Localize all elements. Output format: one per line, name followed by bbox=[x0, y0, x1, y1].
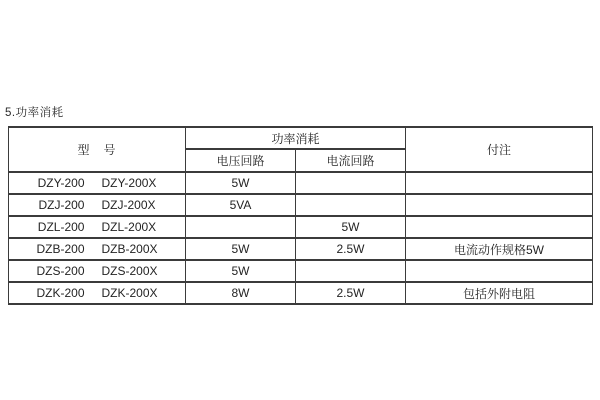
model-name: DZY-200 bbox=[37, 176, 85, 190]
model-name: DZK-200 bbox=[36, 286, 85, 300]
voltage-circuit-value: 5W bbox=[186, 172, 296, 194]
voltage-circuit-value bbox=[186, 216, 296, 238]
model-name-variant: DZJ-200X bbox=[101, 198, 156, 212]
model-name: DZJ-200 bbox=[38, 198, 85, 212]
table-row bbox=[9, 260, 593, 282]
voltage-circuit-value: 5VA bbox=[186, 194, 296, 216]
table-row bbox=[9, 282, 593, 304]
current-circuit-value bbox=[296, 260, 406, 282]
table-row bbox=[9, 194, 593, 216]
model-cell bbox=[9, 216, 186, 238]
voltage-circuit-value: 8W bbox=[186, 282, 296, 304]
table-row bbox=[9, 238, 593, 260]
current-circuit-value bbox=[296, 172, 406, 194]
current-circuit-value: 2.5W bbox=[296, 238, 406, 260]
model-name: DZB-200 bbox=[36, 242, 85, 256]
header-row-top bbox=[9, 127, 593, 149]
section-title: 5.功率消耗 bbox=[5, 107, 64, 119]
header-current-circuit: 电流回路 bbox=[296, 149, 406, 172]
model-name-variant: DZB-200X bbox=[101, 242, 158, 256]
note-value bbox=[406, 194, 593, 216]
power-consumption-table bbox=[8, 126, 593, 305]
note-value: 电流动作规格5W bbox=[406, 238, 593, 260]
table-row bbox=[9, 172, 593, 194]
current-circuit-value bbox=[296, 194, 406, 216]
model-name: DZL-200 bbox=[37, 220, 85, 234]
model-cell bbox=[9, 282, 186, 304]
note-value: 包括外附电阻 bbox=[406, 282, 593, 304]
header-power-group: 功率消耗 bbox=[186, 127, 406, 149]
header-notes: 付注 bbox=[406, 127, 593, 172]
model-name: DZS-200 bbox=[36, 264, 85, 278]
model-cell bbox=[9, 172, 186, 194]
model-name-variant: DZY-200X bbox=[101, 176, 157, 190]
current-circuit-value: 2.5W bbox=[296, 282, 406, 304]
model-name-variant: DZK-200X bbox=[101, 286, 158, 300]
voltage-circuit-value: 5W bbox=[186, 238, 296, 260]
table-row bbox=[9, 216, 593, 238]
note-value bbox=[406, 172, 593, 194]
model-cell bbox=[9, 238, 186, 260]
model-name-variant: DZL-200X bbox=[101, 220, 157, 234]
voltage-circuit-value: 5W bbox=[186, 260, 296, 282]
model-cell bbox=[9, 194, 186, 216]
note-value bbox=[406, 260, 593, 282]
header-model: 型 号 bbox=[9, 127, 186, 172]
header-voltage-circuit: 电压回路 bbox=[186, 149, 296, 172]
model-name-variant: DZS-200X bbox=[101, 264, 158, 278]
model-cell bbox=[9, 260, 186, 282]
note-value bbox=[406, 216, 593, 238]
current-circuit-value: 5W bbox=[296, 216, 406, 238]
